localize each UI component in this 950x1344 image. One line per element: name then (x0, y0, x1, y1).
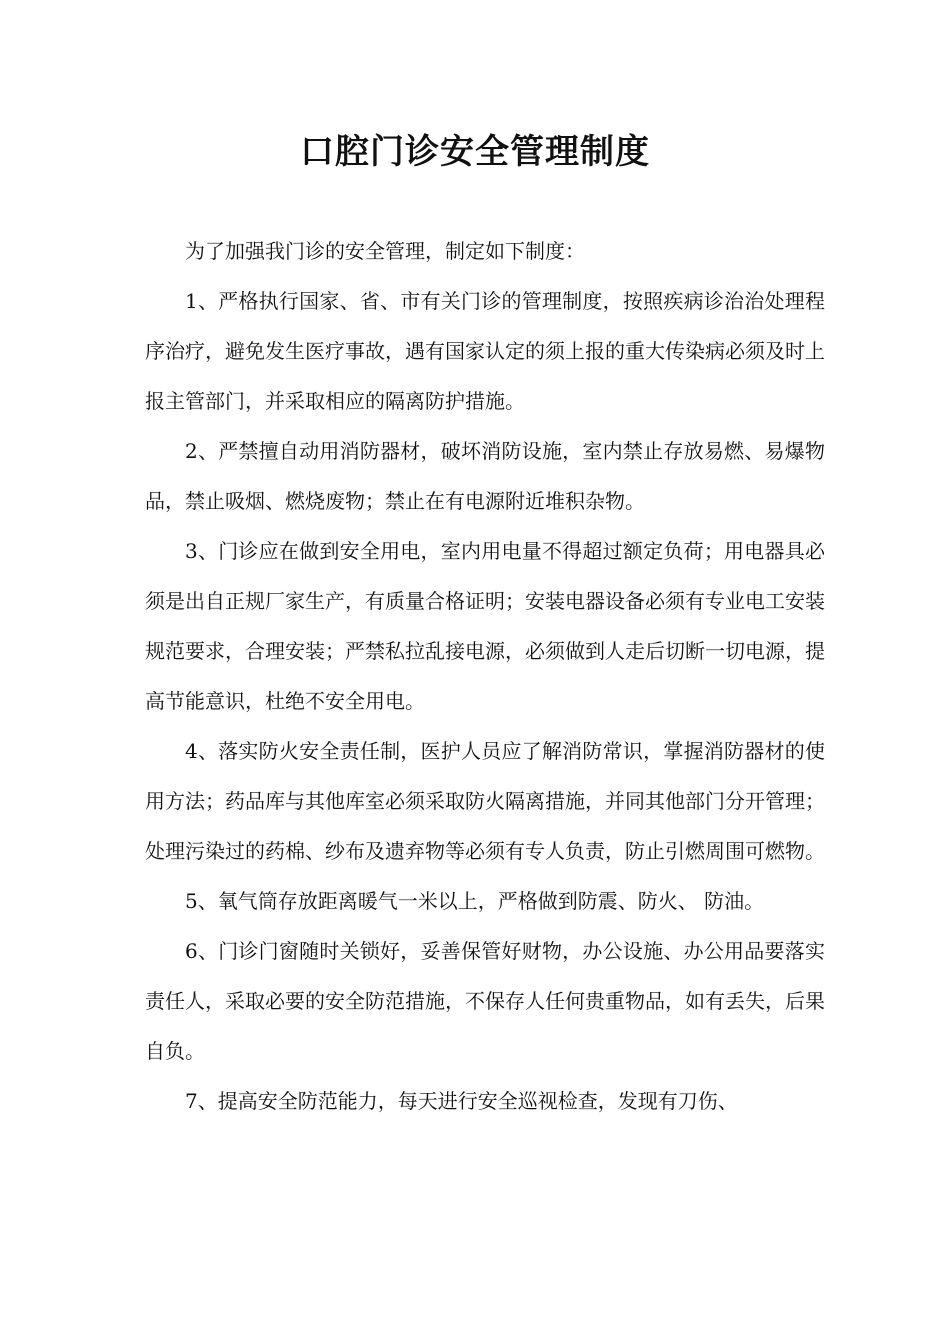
rule-paragraph-5: 5、氧气筒存放距离暖气一米以上，严格做到防震、防火、 防油。 (185, 889, 765, 913)
rule-paragraph-7: 7、提高安全防范能力，每天进行安全巡视检查，发现有刀伤、 (185, 1089, 738, 1113)
rule-paragraph-3: 3、门诊应在做到安全用电，室内用电量不得超过额定负荷；用电器具必须是出自正规厂家生产，有质量合格证明；安装电器设备必须有专业电工安装规范要求，合理安装；严禁私拉乱接电源，必须做到人走后切断一切电源，提高节能意识，杜绝不安全用电。 (145, 539, 825, 713)
document-title: 口腔门诊安全管理制度 (300, 132, 650, 172)
rule-paragraph-2: 2、严禁擅自动用消防器材，破坏消防设施，室内禁止存放易燃、易爆物品，禁止吸烟、燃烧废物；禁止在有电源附近堆积杂物。 (145, 439, 825, 513)
rule-paragraph-4: 4、落实防火安全责任制，医护人员应了解消防常识，掌握消防器材的使用方法；药品库与其他库室必须采取防火隔离措施，并同其他部门分开管理；处理污染过的药棉、纱布及遗弃物等必须有专人负责，防止引燃周围可燃物。 (145, 739, 825, 863)
rule-paragraph-6: 6、门诊门窗随时关锁好，妥善保管好财物，办公设施、办公用品要落实责任人，采取必要的安全防范措施，不保存人任何贵重物品，如有丢失，后果自负。 (145, 939, 825, 1063)
intro-paragraph: 为了加强我门诊的安全管理，制定如下制度： (185, 239, 585, 263)
rule-paragraph-1: 1、严格执行国家、省、市有关门诊的管理制度，按照疾病诊治治处理程序治疗，避免发生医疗事故，遇有国家认定的须上报的重大传染病必须及时上报主管部门，并采取相应的隔离防护措施。 (145, 289, 825, 413)
document-body (145, 226, 825, 1126)
